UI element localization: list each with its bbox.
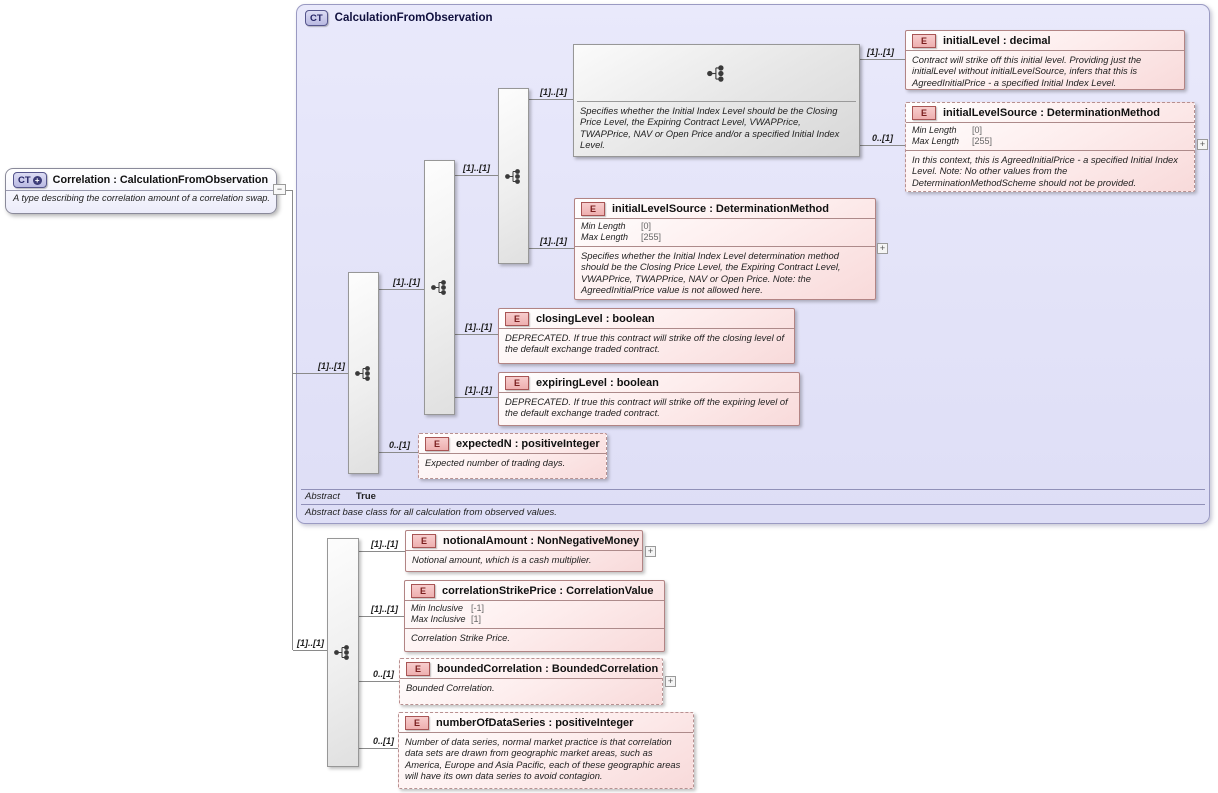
facet-value: [-1]: [471, 603, 485, 613]
element-description: In this context, this is AgreedInitialPrice - a specified Initial Index Level. Note: No other values from the DeterminationMethodScheme should not be provided.: [912, 153, 1178, 188]
connector-line: [453, 175, 498, 176]
connector-line: [357, 551, 405, 552]
element-description: Number of data series, normal market practice is that correlation data sets are drawn from geographic market areas, such as America, Europe and Asia Pacific, each of these geographic areas will have its own data series to avoid contagion.: [405, 736, 681, 781]
facet-label: Min Inclusive: [411, 603, 464, 613]
connector-line: [377, 289, 424, 290]
facet-value: [255]: [641, 231, 662, 242]
expand-button-boundedcorrelation[interactable]: +: [665, 676, 676, 687]
collapse-button[interactable]: −: [273, 184, 286, 195]
element-description: Specifies whether the Initial Index Level determination method should be the Closing Price Level, the Expiring Contract Level, VWAPPrice, TWAPPrice, NAV or Open Price. Note: the AgreedInitialPrice value is not allowed here.: [581, 249, 841, 295]
complextype-badge: [305, 10, 328, 26]
complextype-badge-text: CT: [310, 12, 323, 24]
element-title: correlationStrikePrice : CorrelationValue: [442, 585, 654, 597]
facet-list: [405, 601, 664, 629]
container-description: Abstract base class for all calculation from observed values.: [305, 507, 557, 518]
root-element-correlation[interactable]: [5, 168, 277, 214]
element-badge: E: [581, 202, 605, 216]
sequence-icon: [505, 169, 523, 184]
facet-label: Min Length: [912, 125, 957, 135]
container-title: CalculationFromObservation: [334, 12, 493, 24]
element-closinglevel[interactable]: [498, 308, 795, 364]
doc-group-description: Specifies whether the Initial Index Level should be the Closing Price Level, the Expiring Contract Level, VWAPPrice, TWAPPrice, NAV or Open Price and/or a specified Initial Index Level.: [580, 105, 840, 150]
cardinality-label: [1]..[1]: [393, 277, 420, 287]
connector-line: [357, 681, 399, 682]
connector-line: [858, 59, 905, 60]
sequence-icon: [707, 65, 727, 82]
element-title: numberOfDataSeries : positiveInteger: [436, 717, 634, 729]
abstract-value: True: [355, 491, 376, 502]
element-badge: E: [406, 662, 430, 676]
element-title: boundedCorrelation : BoundedCorrelation: [437, 663, 659, 675]
facet-value: [255]: [972, 135, 993, 146]
facet-label: Max Inclusive: [411, 613, 466, 624]
element-badge: E: [425, 437, 449, 451]
abstract-label: Abstract: [305, 491, 340, 502]
complextype-plus-badge: [13, 172, 47, 188]
expand-button-notionalamount[interactable]: +: [645, 546, 656, 557]
element-badge: E: [505, 376, 529, 390]
doc-group-icon-area: [577, 45, 856, 102]
cardinality-label: [1]..[1]: [318, 361, 345, 371]
sequence-icon: [355, 366, 373, 381]
sequence-group-top: [348, 272, 379, 474]
element-initiallevel[interactable]: [905, 30, 1185, 90]
element-badge: E: [411, 584, 435, 598]
root-element-header: [6, 169, 276, 191]
element-title: closingLevel : boolean: [536, 313, 655, 325]
container-separator-top: [301, 489, 1205, 490]
element-expiringlevel[interactable]: [498, 372, 800, 426]
connector-line: [527, 248, 574, 249]
element-title: initialLevelSource : DeterminationMethod: [612, 203, 829, 215]
facet-list: [575, 219, 875, 247]
plus-circle-icon: +: [33, 176, 42, 185]
element-badge: E: [912, 106, 936, 120]
sequence-group-choice: [498, 88, 529, 264]
element-badge: E: [912, 34, 936, 48]
facet-value: [0]: [972, 125, 983, 135]
cardinality-label: [1]..[1]: [371, 539, 398, 549]
cardinality-label: 0..[1]: [373, 669, 395, 679]
connector-line: [453, 397, 498, 398]
cardinality-label: [1]..[1]: [540, 236, 567, 246]
cardinality-label: 0..[1]: [872, 133, 894, 143]
element-title: initialLevel : decimal: [943, 35, 1051, 47]
facet-label: Max Length: [581, 231, 629, 242]
expand-button-initiallevelsource-inner[interactable]: +: [877, 243, 888, 254]
element-numberofdataseries[interactable]: [398, 712, 694, 789]
cardinality-label: 0..[1]: [389, 440, 411, 450]
cardinality-label: [1]..[1]: [540, 87, 567, 97]
element-description: Expected number of trading days.: [425, 457, 566, 468]
connector-line: [377, 452, 418, 453]
element-notionalamount[interactable]: [405, 530, 643, 572]
element-description: DEPRECATED. If true this contract will strike off the closing level of the default exchange traded contract.: [505, 332, 785, 355]
abstract-row: [305, 491, 376, 502]
connector-line: [357, 616, 404, 617]
cardinality-label: [1]..[1]: [465, 322, 492, 332]
root-element-description: A type describing the correlation amount of a correlation swap.: [13, 193, 271, 203]
element-expectedn[interactable]: [418, 433, 607, 479]
container-separator-bottom: [301, 504, 1205, 505]
sequence-group-bottom: [327, 538, 359, 767]
container-header: [305, 10, 493, 26]
facet-value: [0]: [641, 221, 652, 231]
sequence-group-inner: [424, 160, 455, 415]
cardinality-label: [1]..[1]: [867, 47, 894, 57]
connector-line: [453, 334, 498, 335]
element-description: Notional amount, which is a cash multiplier.: [412, 554, 592, 565]
connector-line: [293, 650, 327, 651]
element-correlationstrikeprice[interactable]: [404, 580, 665, 652]
element-title: expiringLevel : boolean: [536, 377, 659, 389]
element-title: expectedN : positiveInteger: [456, 438, 600, 450]
element-boundedcorrelation[interactable]: [399, 658, 663, 705]
element-initiallevelsource-inner[interactable]: [574, 198, 876, 300]
element-description: DEPRECATED. If true this contract will strike off the expiring level of the default exchange traded contract.: [505, 396, 788, 419]
root-element-title: Correlation : CalculationFromObservation: [52, 174, 269, 186]
element-badge: E: [412, 534, 436, 548]
element-title: notionalAmount : NonNegativeMoney: [443, 535, 640, 547]
element-description: Bounded Correlation.: [406, 682, 495, 693]
connector-trunk-line: [292, 190, 293, 650]
cardinality-label: [1]..[1]: [463, 163, 490, 173]
facet-value: [1]: [471, 613, 482, 624]
facet-label: Min Length: [581, 221, 626, 231]
element-initiallevelsource-outer[interactable]: [905, 102, 1195, 192]
element-description: Contract will strike off this initial level. Providing just the initialLevel without initialLevelSource, infers that this is AgreedInitialPrice - a specified Initial Index Level.: [912, 54, 1142, 88]
connector-line: [527, 99, 573, 100]
element-badge: E: [405, 716, 429, 730]
cardinality-label: [1]..[1]: [371, 604, 398, 614]
sequence-icon: [334, 645, 352, 660]
documented-group-box: [573, 44, 860, 157]
connector-line: [858, 145, 905, 146]
expand-button-initiallevelsource-outer[interactable]: +: [1197, 139, 1208, 150]
facet-label: Max Length: [912, 135, 960, 146]
connector-line: [357, 748, 398, 749]
element-description: Correlation Strike Price.: [411, 631, 510, 643]
cardinality-label: [1]..[1]: [297, 638, 324, 648]
element-title: initialLevelSource : DeterminationMethod: [943, 107, 1160, 119]
facet-list: [906, 123, 1194, 151]
cardinality-label: [1]..[1]: [465, 385, 492, 395]
complextype-badge-text: CT: [18, 174, 31, 186]
connector-line: [293, 373, 348, 374]
cardinality-label: 0..[1]: [373, 736, 395, 746]
element-badge: E: [505, 312, 529, 326]
sequence-icon: [431, 280, 449, 295]
